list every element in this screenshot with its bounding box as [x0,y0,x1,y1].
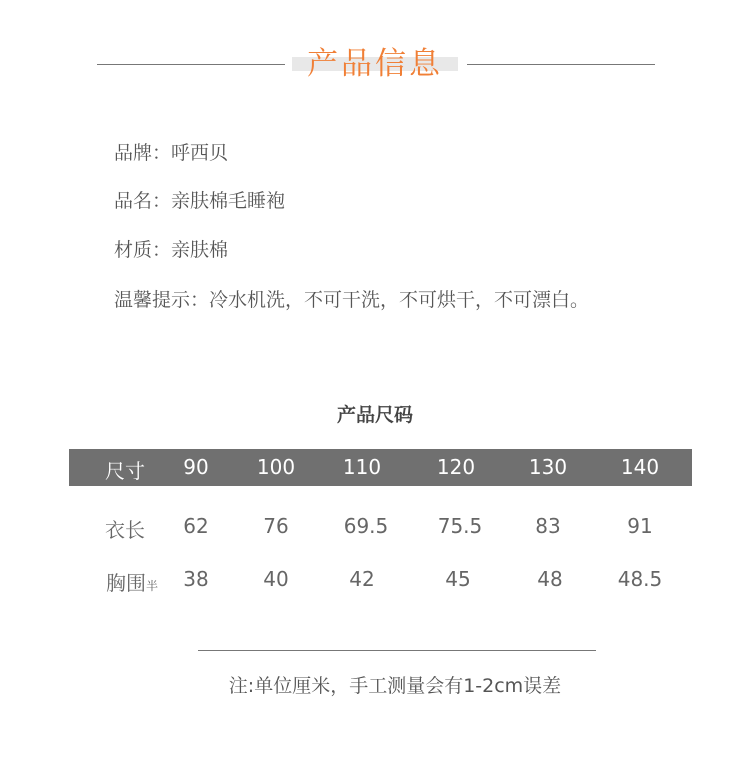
info-product-name [114,186,285,213]
table-cell: 48.5 [617,567,663,591]
info-care-tips [114,285,589,312]
header-cell: 110 [342,455,382,479]
table-cell: 69.5 [343,514,389,538]
table-cell: 48 [537,567,563,591]
header-cell: 尺寸 [105,459,145,483]
size-chart-title: 产品尺码 [336,404,413,426]
row-label: 衣长 [105,518,145,542]
info-value: 亲肤棉毛睡袍 [171,190,286,212]
note-divider [198,650,596,651]
table-cell: 42 [349,567,375,591]
table-cell: 38 [183,567,209,591]
table-cell: 40 [263,567,289,591]
info-value: 冷水机洗，不可干洗，不可烘干，不可漂白。 [209,289,590,311]
table-cell: 91 [627,514,653,538]
header-cell: 130 [528,455,568,479]
header-cell: 100 [256,455,296,479]
table-cell: 76 [263,514,289,538]
info-brand [114,138,228,165]
info-value: 亲肤棉 [171,239,229,261]
title-divider-right [467,64,655,65]
header-cell: 90 [183,455,209,479]
info-material [114,235,228,262]
table-cell: 45 [445,567,471,591]
table-cell: 83 [535,514,561,538]
table-cell: 75.5 [437,514,483,538]
info-value: 呼西贝 [171,142,229,164]
section-title: 产品信息 [307,46,443,82]
header-cell: 140 [620,455,660,479]
info-label: 品名： [114,190,172,212]
table-cell: 62 [183,514,209,538]
row-label-suffix: 半 [145,579,158,593]
measurement-note: 注:单位厘米，手工测量会有1-2cm误差 [228,675,562,697]
info-label: 材质： [114,239,172,261]
row-label-text: 胸围 [105,571,146,595]
info-label: 品牌： [114,142,172,164]
title-divider-left [97,64,285,65]
header-cell: 120 [436,455,476,479]
info-label: 温馨提示： [114,289,210,311]
